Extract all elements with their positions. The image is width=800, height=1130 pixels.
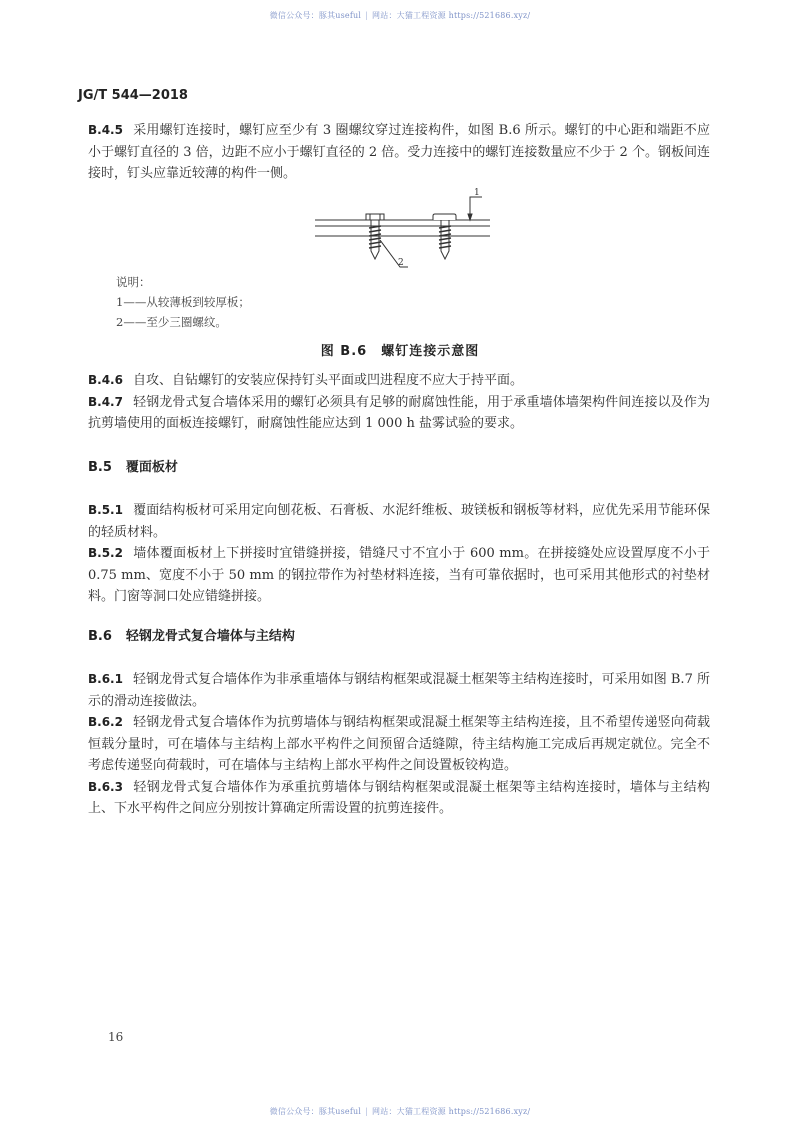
watermark-separator: | [365,1107,369,1116]
section-title: 覆面板材 [125,460,178,475]
callout-2: 2 [398,258,404,268]
clause-text: 轻钢龙骨式复合墙体作为抗剪墙体与钢结构框架或混凝土框架等主结构连接，且不希望传递竖向荷载恒载分量时，可在墙体与主结构上部水平构件之间预留合适缝隙，待主结构施工完成后再规定就位。完全不考虑传递竖向荷载时，可在墙体与主结构上部水平构件之间设置板铰构造。 [88,715,710,773]
figure-legend [116,272,250,332]
section-b6-heading [88,625,710,644]
clause-b46-b47 [88,370,710,435]
watermark-separator: | [365,11,369,20]
clause-number: B.6.1 [88,672,123,686]
clause-text: 采用螺钉连接时，螺钉应至少有 3 圈螺纹穿过连接构件，如图 B.6 所示。螺钉的中心距和端距不应小于螺钉直径的 3 倍，边距不应小于螺钉直径的 2 倍。受力连接中的螺钉连接数量应不少于 2 个。钢板间连接时，钉头应靠近较薄的构件一侧。 [88,123,710,181]
clause-b61-b63 [88,669,710,820]
section-number: B.5 [88,460,112,475]
section-title: 轻钢龙骨式复合墙体与主结构 [125,629,295,644]
clause-number: B.4.6 [88,373,123,387]
callout-1: 1 [474,188,480,198]
clause-number: B.6.3 [88,779,123,794]
watermark-bottom [0,1106,800,1117]
watermark-site: 网站：大猫工程资源 https://521686.xyz/ [372,1107,531,1116]
clause-number: B.4.5 [88,123,123,137]
clause-b51-b52 [88,500,710,608]
watermark-wechat: 微信公众号：豚其useful [269,11,362,20]
screw-connection-figure [310,185,500,275]
clause-number: B.6.2 [88,715,123,729]
clause-text: 轻钢龙骨式复合墙体作为承重抗剪墙体与钢结构框架或混凝土框架等主结构连接时，墙体与主结构上、下水平构件之间应分别按计算确定所需设置的抗剪连接件。 [88,779,710,816]
clause-text: 轻钢龙骨式复合墙体采用的螺钉必须具有足够的耐腐蚀性能，用于承重墙体墙架构件间连接以及作为抗剪墙使用的面板连接螺钉，耐腐蚀性能应达到 1 000 h 盐雾试验的要求。 [88,394,710,431]
clause-text: 覆面结构板材可采用定向刨花板、石膏板、水泥纤维板、玻镁板和钢板等材料，应优先采用节能环保的轻质材料。 [88,503,710,540]
legend-item-2: 2——至少三圈螺纹。 [116,315,227,329]
clause-number: B.4.7 [88,394,123,409]
section-number: B.6 [88,629,112,644]
clause-number: B.5.2 [88,546,123,560]
figure-caption: 图 B.6 螺钉连接示意图 [320,344,480,359]
watermark-top [0,10,800,21]
clause-b45 [88,120,710,185]
section-b5-heading [88,456,710,475]
screw-diagram-icon [310,185,500,275]
document-code: JG/T 544—2018 [78,88,188,103]
watermark-wechat: 微信公众号：豚其useful [269,1107,362,1116]
clause-text: 轻钢龙骨式复合墙体作为非承重墙体与钢结构框架或混凝土框架等主结构连接时，可采用如图 B.7 所示的滑动连接做法。 [88,672,710,709]
clause-text: 墙体覆面板材上下拼接时宜错缝拼接，错缝尺寸不宜小于 600 mm。在拼接缝处应设置厚度不小于 0.75 mm、宽度不小于 50 mm 的钢拉带作为衬垫材料连接，当有可靠依据时，也可采用其他形式的衬垫材料。门窗等洞口处应错缝拼接。 [88,546,710,604]
page-number: 16 [108,1030,124,1044]
legend-item-1: 1——从较薄板到较厚板； [116,295,250,309]
legend-title: 说明： [116,275,151,289]
watermark-site: 网站：大猫工程资源 https://521686.xyz/ [372,11,531,20]
clause-number: B.5.1 [88,503,123,517]
clause-text: 自攻、自钻螺钉的安装应保持钉头平面或凹进程度不应大于持平面。 [132,373,523,388]
